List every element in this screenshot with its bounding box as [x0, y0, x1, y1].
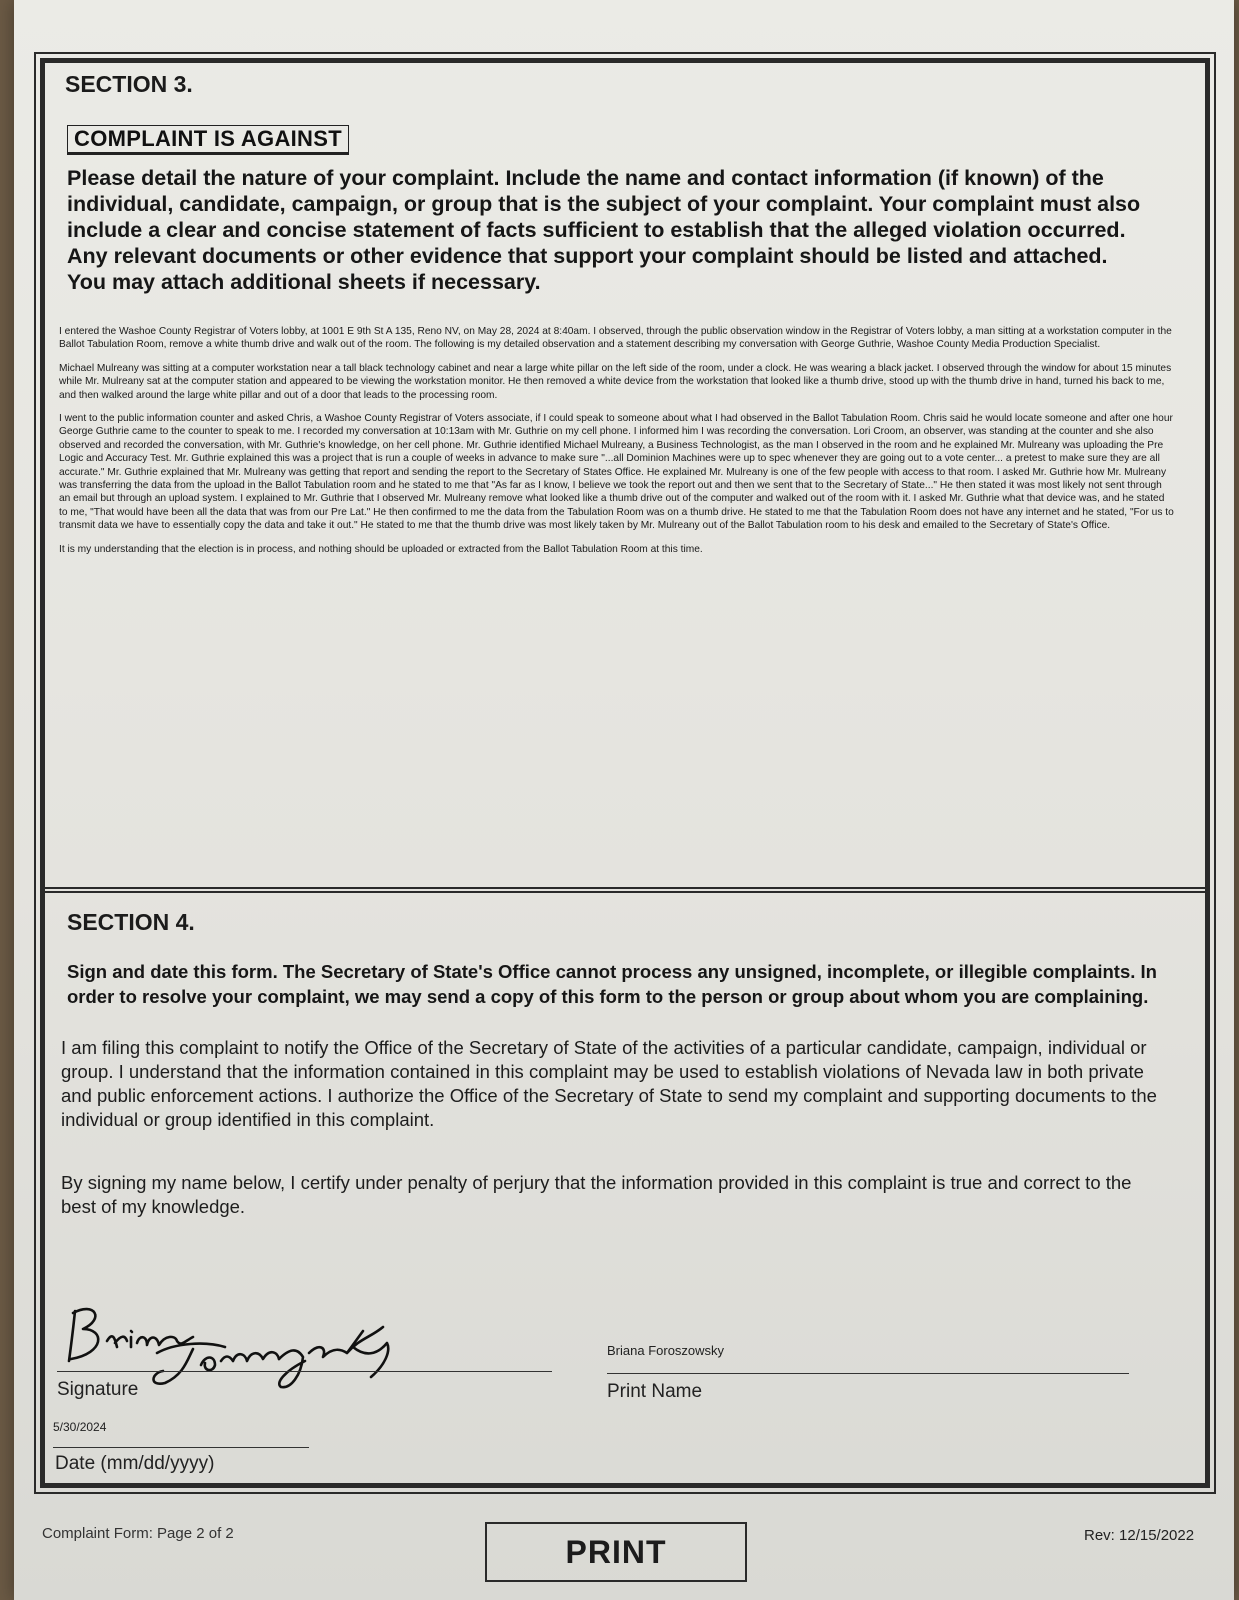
narrative-paragraph: I entered the Washoe County Registrar of Voters lobby, at 1001 E 9th St A 135, Reno NV, on May 28, 2024 at 8:40am. I observed, through the public observation window in the Registrar of Voters lobby, a man sitting at a workstation computer in the Ballot Tabulation Room, remove a white thumb drive and walk out of the room. The following is my detailed observation and a statement describing my conversation with George Guthrie, Washoe County Media Production Specialist. [59, 326, 1172, 351]
signature-line [57, 1371, 552, 1372]
date-label: Date (mm/dd/yyyy) [55, 1453, 215, 1474]
form-page [14, 0, 1234, 1600]
form-frame [40, 58, 1210, 1488]
section-3-instructions: Please detail the nature of your complaint. Include the name and contact information (if known) of the individual, candidate, campaign, or group that is the subject of your complaint. Your complaint must also include a clear and concise statement of facts sufficient to establish that the alleged violation occurred. Any relevant documents or other evidence that support your complaint should be listed and attached. You may attach additional sheets if necessary. [67, 166, 1141, 294]
date-line [53, 1447, 309, 1448]
page-indicator: Complaint Form: Page 2 of 2 [42, 1525, 234, 1542]
section-3 [45, 63, 1205, 893]
print-name-value[interactable]: Briana Foroszowsky [607, 1343, 725, 1358]
signature-label: Signature [57, 1379, 139, 1400]
authorization-statement: I am filing this complaint to notify the Office of the Secretary of State of the activities of a particular candidate, campaign, individual or group. I understand that the information contained in this complaint may be used to establish violations of Nevada law in both private and public enforcement actions. I authorize the Office of the Secretary of State to send my complaint and supporting documents to the individual or group identified in this complaint. [61, 1037, 1157, 1130]
revision-date: Rev: 12/15/2022 [1084, 1527, 1195, 1544]
print-button[interactable]: PRINT [485, 1522, 747, 1582]
print-name-label: Print Name [607, 1381, 703, 1402]
section-4-title: SECTION 4. [67, 909, 195, 935]
handwritten-signature [65, 1291, 405, 1391]
section-3-title: SECTION 3. [65, 71, 193, 97]
narrative-paragraph: I went to the public information counter and asked Chris, a Washoe County Registrar of Voters associate, if I could speak to someone about what I had observed in the Ballot Tabulation Room. Chris said he would locate someone and after one hour George Guthrie came to the counter to speak to me. I recorded my conversation at 10:13am with Mr. Guthrie on my cell phone. I informed him I was recording the conversation. Lori Croom, an observer, was standing at the counter and she also observed and recorded the conversation, with Mr. Guthrie's knowledge, on her cell phone. Mr. Guthrie identified Michael Mulreany, a Business Technologist, as the man I observed in the room and he explained Mr. Mulreany was uploading the Pre Logic and Accuracy Test. Mr. Guthrie explained this was a project that is run a couple of weeks in advance to make sure "...all Dominion Machines were up to spec whenever they are going out to a vote center... a pretest to make sure they are all accurate." Mr. Guthrie explained that Mr. Mulreany was getting that report and sending the report to the Secretary of States Office. He explained Mr. Mulreany is one of the few people with access to that room. I asked Mr. Guthrie how Mr. Mulreany was transferring the data from the upload in the Ballot Tabulation room and he stated to me that "As far as I know, I believe we took the report out and then we sent that to the Secretary of State..." He then stated it was most likely not sent through an email but through an upload system. I explained to Mr. Guthrie that I observed Mr. Mulreany remove what looked like a thumb drive out of the computer and walked out of the room with it. I asked Mr. Guthrie what that device was, and he stated to me, "That would have been all the data that was from our Pre Lat." He then confirmed to me the data from the Tabulation Room was on a thumb drive. He stated to me that the Tabulation Room does not have any internet and he stated, "For us to transmit data we have to essentially copy the data and take it out." He stated to me that the thumb drive was most likely taken by Mr. Mulreany out of the Ballot Tabulation room to his desk and emailed to the Secretary of State's Office. [59, 413, 1174, 532]
narrative-paragraph: Michael Mulreany was sitting at a computer workstation near a tall black technology cabinet and near a large white pillar on the left side of the room, under a clock. He was wearing a black jacket. I observed through the window for about 15 minutes while Mr. Mulreany sat at the computer station and appeared to be viewing the workstation monitor. He then removed a white device from the workstation that looked like a thumb drive, stood up with the thumb drive in hand, turned his back to me, and then walked around the large white pillar and out of a door that leads to the processing room. [59, 362, 1172, 401]
complaint-narrative [59, 325, 1174, 566]
date-value[interactable]: 5/30/2024 [53, 1420, 107, 1434]
narrative-paragraph: It is my understanding that the election is in process, and nothing should be uploaded or extracted from the Ballot Tabulation Room at this time. [59, 543, 703, 555]
section-4 [45, 899, 1205, 1483]
print-name-line [607, 1373, 1129, 1374]
complaint-against-heading: COMPLAINT IS AGAINST [67, 125, 349, 155]
section-4-instructions: Sign and date this form. The Secretary of State's Office cannot process any unsigned, incomplete, or illegible complaints. In order to resolve your complaint, we may send a copy of this form to the person or group about whom you are complaining. [67, 961, 1157, 1007]
perjury-statement: By signing my name below, I certify under penalty of perjury that the information provided in this complaint is true and correct to the best of my knowledge. [61, 1172, 1132, 1217]
